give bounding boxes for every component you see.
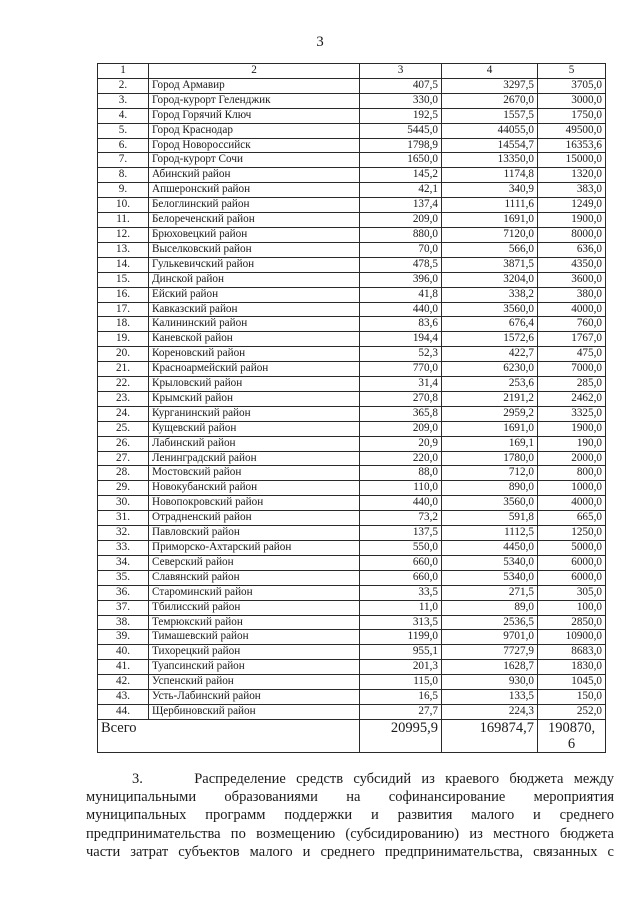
municipality-name-cell: Калининский район [149, 317, 360, 332]
row-number-cell: 15. [98, 272, 149, 287]
municipality-name-cell: Темрюкский район [149, 615, 360, 630]
section-3-paragraph [86, 770, 614, 861]
row-number-cell: 37. [98, 600, 149, 615]
col5-value-cell: 252,0 [538, 704, 606, 719]
table-row [98, 332, 606, 347]
col3-value-cell: 396,0 [360, 272, 442, 287]
table-row [98, 690, 606, 705]
paragraph-line: 3. Распределение средств субсидий из краевого бюджета между [132, 771, 614, 787]
col5-value-cell: 100,0 [538, 600, 606, 615]
row-number-cell: 10. [98, 198, 149, 213]
municipality-name-cell: Лабинский район [149, 436, 360, 451]
col5-value-cell: 49500,0 [538, 123, 606, 138]
table-row [98, 675, 606, 690]
table-row [98, 347, 606, 362]
table-row [98, 123, 606, 138]
col4-value-cell: 2191,2 [442, 391, 538, 406]
row-number-cell: 18. [98, 317, 149, 332]
col3-value-cell: 365,8 [360, 406, 442, 421]
table-row [98, 615, 606, 630]
col5-value-cell: 305,0 [538, 585, 606, 600]
row-number-cell: 41. [98, 660, 149, 675]
col4-value-cell: 3297,5 [442, 78, 538, 93]
table-row [98, 108, 606, 123]
municipality-name-cell: Курганинский район [149, 406, 360, 421]
municipality-name-cell: Белореченский район [149, 213, 360, 228]
col4-value-cell: 1780,0 [442, 451, 538, 466]
paragraph-line: муниципальными образованиями на софинансирование мероприятия [86, 789, 614, 806]
col4-value-cell: 2670,0 [442, 93, 538, 108]
row-number-cell: 14. [98, 257, 149, 272]
col3-value-cell: 550,0 [360, 541, 442, 556]
row-number-cell: 26. [98, 436, 149, 451]
col5-value-cell: 1249,0 [538, 198, 606, 213]
total-label: Всего [98, 719, 360, 752]
col3-value-cell: 16,5 [360, 690, 442, 705]
col4-value-cell: 890,0 [442, 481, 538, 496]
table-row [98, 481, 606, 496]
col5-value-cell: 800,0 [538, 466, 606, 481]
table-row [98, 168, 606, 183]
row-number-cell: 16. [98, 287, 149, 302]
row-number-cell: 38. [98, 615, 149, 630]
col5-value-cell: 760,0 [538, 317, 606, 332]
col5-value-cell: 285,0 [538, 377, 606, 392]
col3-value-cell: 194,4 [360, 332, 442, 347]
municipality-name-cell: Динской район [149, 272, 360, 287]
col3-value-cell: 52,3 [360, 347, 442, 362]
municipality-name-cell: Город Краснодар [149, 123, 360, 138]
row-number-cell: 43. [98, 690, 149, 705]
municipality-name-cell: Крымский район [149, 391, 360, 406]
municipality-name-cell: Ейский район [149, 287, 360, 302]
col4-value-cell: 1691,0 [442, 421, 538, 436]
page-number: 3 [316, 34, 324, 50]
municipality-name-cell: Тбилисский район [149, 600, 360, 615]
municipality-name-cell: Щербиновский район [149, 704, 360, 719]
col4-value-cell: 271,5 [442, 585, 538, 600]
col4-value-cell: 5340,0 [442, 570, 538, 585]
municipality-name-cell: Апшеронский район [149, 183, 360, 198]
col5-value-cell: 1750,0 [538, 108, 606, 123]
col3-value-cell: 41,8 [360, 287, 442, 302]
table-row [98, 704, 606, 719]
col3-value-cell: 478,5 [360, 257, 442, 272]
col5-value-cell: 2462,0 [538, 391, 606, 406]
table-row [98, 451, 606, 466]
table-row [98, 183, 606, 198]
col3-value-cell: 220,0 [360, 451, 442, 466]
col3-value-cell: 955,1 [360, 645, 442, 660]
table-row [98, 362, 606, 377]
col5-value-cell: 5000,0 [538, 541, 606, 556]
row-number-cell: 17. [98, 302, 149, 317]
row-number-cell: 22. [98, 377, 149, 392]
row-number-cell: 24. [98, 406, 149, 421]
col4-value-cell: 13350,0 [442, 153, 538, 168]
col4-value-cell: 133,5 [442, 690, 538, 705]
table-row [98, 660, 606, 675]
col3-value-cell: 880,0 [360, 227, 442, 242]
municipality-name-cell: Староминский район [149, 585, 360, 600]
total-row [98, 719, 606, 752]
row-number-cell: 9. [98, 183, 149, 198]
col5-value-cell: 8000,0 [538, 227, 606, 242]
col5-value-cell: 3705,0 [538, 78, 606, 93]
col4-value-cell: 7120,0 [442, 227, 538, 242]
col4-value-cell: 1628,7 [442, 660, 538, 675]
col3-value-cell: 1199,0 [360, 630, 442, 645]
row-number-cell: 11. [98, 213, 149, 228]
row-number-cell: 2. [98, 78, 149, 93]
col4-value-cell: 6230,0 [442, 362, 538, 377]
municipality-name-cell: Город-курорт Геленджик [149, 93, 360, 108]
total-col5-value [538, 719, 606, 752]
header-cell: 2 [149, 64, 360, 79]
row-number-cell: 3. [98, 93, 149, 108]
col5-value-cell: 16353,6 [538, 138, 606, 153]
municipality-name-cell: Красноармейский район [149, 362, 360, 377]
table-row [98, 570, 606, 585]
table-row [98, 198, 606, 213]
row-number-cell: 30. [98, 496, 149, 511]
total-col5-line1: 190870, [547, 719, 596, 736]
total-col3-value: 20995,9 [360, 719, 442, 752]
col4-value-cell: 340,9 [442, 183, 538, 198]
table-row [98, 630, 606, 645]
header-cell: 3 [360, 64, 442, 79]
col5-value-cell: 3600,0 [538, 272, 606, 287]
municipality-name-cell: Приморско-Ахтарский район [149, 541, 360, 556]
row-number-cell: 12. [98, 227, 149, 242]
col4-value-cell: 2959,2 [442, 406, 538, 421]
municipality-name-cell: Крыловский район [149, 377, 360, 392]
col5-value-cell: 380,0 [538, 287, 606, 302]
row-number-cell: 39. [98, 630, 149, 645]
table-row [98, 78, 606, 93]
paragraph-line: муниципальных программ поддержки и развития малого и среднего [86, 807, 614, 824]
col5-value-cell: 1045,0 [538, 675, 606, 690]
subsidy-distribution-table [97, 63, 606, 753]
col5-value-cell: 1900,0 [538, 421, 606, 436]
col5-value-cell: 190,0 [538, 436, 606, 451]
row-number-cell: 25. [98, 421, 149, 436]
municipality-name-cell: Ленинградский район [149, 451, 360, 466]
col5-value-cell: 3000,0 [538, 93, 606, 108]
municipality-name-cell: Город Армавир [149, 78, 360, 93]
col3-value-cell: 145,2 [360, 168, 442, 183]
col4-value-cell: 14554,7 [442, 138, 538, 153]
table-row [98, 541, 606, 556]
col5-value-cell: 4350,0 [538, 257, 606, 272]
col5-value-cell: 3325,0 [538, 406, 606, 421]
header-cell: 1 [98, 64, 149, 79]
municipality-name-cell: Тихорецкий район [149, 645, 360, 660]
table-row [98, 466, 606, 481]
col4-value-cell: 566,0 [442, 242, 538, 257]
row-number-cell: 13. [98, 242, 149, 257]
col3-value-cell: 137,4 [360, 198, 442, 213]
col3-value-cell: 42,1 [360, 183, 442, 198]
col4-value-cell: 1557,5 [442, 108, 538, 123]
table-row [98, 421, 606, 436]
col3-value-cell: 110,0 [360, 481, 442, 496]
municipality-name-cell: Мостовский район [149, 466, 360, 481]
row-number-cell: 32. [98, 526, 149, 541]
col3-value-cell: 440,0 [360, 302, 442, 317]
municipality-name-cell: Новокубанский район [149, 481, 360, 496]
municipality-name-cell: Новопокровский район [149, 496, 360, 511]
col3-value-cell: 313,5 [360, 615, 442, 630]
col4-value-cell: 169,1 [442, 436, 538, 451]
col5-value-cell: 4000,0 [538, 302, 606, 317]
col4-value-cell: 1174,8 [442, 168, 538, 183]
col3-value-cell: 770,0 [360, 362, 442, 377]
col4-value-cell: 7727,9 [442, 645, 538, 660]
col5-value-cell: 15000,0 [538, 153, 606, 168]
col4-value-cell: 44055,0 [442, 123, 538, 138]
table-row [98, 227, 606, 242]
municipality-name-cell: Брюховецкий район [149, 227, 360, 242]
col3-value-cell: 83,6 [360, 317, 442, 332]
col3-value-cell: 88,0 [360, 466, 442, 481]
row-number-cell: 40. [98, 645, 149, 660]
row-number-cell: 21. [98, 362, 149, 377]
col4-value-cell: 930,0 [442, 675, 538, 690]
col3-value-cell: 137,5 [360, 526, 442, 541]
row-number-cell: 8. [98, 168, 149, 183]
row-number-cell: 29. [98, 481, 149, 496]
col3-value-cell: 270,8 [360, 391, 442, 406]
col4-value-cell: 712,0 [442, 466, 538, 481]
col4-value-cell: 4450,0 [442, 541, 538, 556]
row-number-cell: 28. [98, 466, 149, 481]
table-row [98, 317, 606, 332]
col5-value-cell: 8683,0 [538, 645, 606, 660]
col5-value-cell: 6000,0 [538, 570, 606, 585]
municipality-name-cell: Город Новороссийск [149, 138, 360, 153]
col3-value-cell: 31,4 [360, 377, 442, 392]
col3-value-cell: 1798,9 [360, 138, 442, 153]
col5-value-cell: 6000,0 [538, 555, 606, 570]
col5-value-cell: 10900,0 [538, 630, 606, 645]
row-number-cell: 4. [98, 108, 149, 123]
table-row [98, 377, 606, 392]
header-cell: 4 [442, 64, 538, 79]
col4-value-cell: 224,3 [442, 704, 538, 719]
municipality-name-cell: Выселковский район [149, 242, 360, 257]
col3-value-cell: 33,5 [360, 585, 442, 600]
col4-value-cell: 3204,0 [442, 272, 538, 287]
table-row [98, 585, 606, 600]
row-number-cell: 23. [98, 391, 149, 406]
col3-value-cell: 440,0 [360, 496, 442, 511]
municipality-name-cell: Северский район [149, 555, 360, 570]
total-col5-line2: 6 [567, 735, 576, 752]
row-number-cell: 42. [98, 675, 149, 690]
col3-value-cell: 1650,0 [360, 153, 442, 168]
paragraph-line: предпринимательства по возмещению (субсидированию) из местного бюджета [86, 825, 614, 842]
col5-value-cell: 475,0 [538, 347, 606, 362]
table-row [98, 302, 606, 317]
col3-value-cell: 209,0 [360, 421, 442, 436]
col4-value-cell: 591,8 [442, 511, 538, 526]
row-number-cell: 33. [98, 541, 149, 556]
table-row [98, 600, 606, 615]
col4-value-cell: 3560,0 [442, 302, 538, 317]
total-col4-value: 169874,7 [442, 719, 538, 752]
col4-value-cell: 5340,0 [442, 555, 538, 570]
col4-value-cell: 676,4 [442, 317, 538, 332]
row-number-cell: 35. [98, 570, 149, 585]
col4-value-cell: 1112,5 [442, 526, 538, 541]
municipality-name-cell: Город Горячий Ключ [149, 108, 360, 123]
municipality-name-cell: Кущевский район [149, 421, 360, 436]
col4-value-cell: 253,6 [442, 377, 538, 392]
col5-value-cell: 383,0 [538, 183, 606, 198]
col3-value-cell: 209,0 [360, 213, 442, 228]
col5-value-cell: 636,0 [538, 242, 606, 257]
municipality-name-cell: Каневской район [149, 332, 360, 347]
col3-value-cell: 201,3 [360, 660, 442, 675]
col4-value-cell: 9701,0 [442, 630, 538, 645]
table-row [98, 555, 606, 570]
col5-value-cell: 1767,0 [538, 332, 606, 347]
table-row [98, 213, 606, 228]
col4-value-cell: 3871,5 [442, 257, 538, 272]
col5-value-cell: 7000,0 [538, 362, 606, 377]
col4-value-cell: 422,7 [442, 347, 538, 362]
municipality-name-cell: Туапсинский район [149, 660, 360, 675]
table-row [98, 93, 606, 108]
row-number-cell: 6. [98, 138, 149, 153]
municipality-name-cell: Усть-Лабинский район [149, 690, 360, 705]
col4-value-cell: 1111,6 [442, 198, 538, 213]
col3-value-cell: 660,0 [360, 570, 442, 585]
row-number-cell: 31. [98, 511, 149, 526]
col5-value-cell: 1320,0 [538, 168, 606, 183]
row-number-cell: 7. [98, 153, 149, 168]
municipality-name-cell: Павловский район [149, 526, 360, 541]
municipality-name-cell: Кавказский район [149, 302, 360, 317]
col4-value-cell: 3560,0 [442, 496, 538, 511]
col5-value-cell: 2000,0 [538, 451, 606, 466]
col5-value-cell: 665,0 [538, 511, 606, 526]
col3-value-cell: 11,0 [360, 600, 442, 615]
table-row [98, 272, 606, 287]
municipality-name-cell: Тимашевский район [149, 630, 360, 645]
col5-value-cell: 1000,0 [538, 481, 606, 496]
row-number-cell: 44. [98, 704, 149, 719]
col3-value-cell: 70,0 [360, 242, 442, 257]
table-row [98, 257, 606, 272]
row-number-cell: 5. [98, 123, 149, 138]
row-number-cell: 20. [98, 347, 149, 362]
col5-value-cell: 2850,0 [538, 615, 606, 630]
table-row [98, 511, 606, 526]
col3-value-cell: 5445,0 [360, 123, 442, 138]
table-row [98, 138, 606, 153]
row-number-cell: 27. [98, 451, 149, 466]
municipality-name-cell: Город-курорт Сочи [149, 153, 360, 168]
table-row [98, 242, 606, 257]
table-header-row [98, 64, 606, 79]
col3-value-cell: 330,0 [360, 93, 442, 108]
col4-value-cell: 2536,5 [442, 615, 538, 630]
municipality-name-cell: Кореновский район [149, 347, 360, 362]
table-row [98, 391, 606, 406]
table-row [98, 645, 606, 660]
col3-value-cell: 407,5 [360, 78, 442, 93]
col5-value-cell: 1900,0 [538, 213, 606, 228]
col3-value-cell: 192,5 [360, 108, 442, 123]
col3-value-cell: 115,0 [360, 675, 442, 690]
municipality-name-cell: Гулькевичский район [149, 257, 360, 272]
col5-value-cell: 150,0 [538, 690, 606, 705]
col5-value-cell: 4000,0 [538, 496, 606, 511]
municipality-name-cell: Славянский район [149, 570, 360, 585]
col3-value-cell: 73,2 [360, 511, 442, 526]
municipality-name-cell: Белоглинский район [149, 198, 360, 213]
municipality-name-cell: Отрадненский район [149, 511, 360, 526]
header-cell: 5 [538, 64, 606, 79]
col3-value-cell: 660,0 [360, 555, 442, 570]
table-row [98, 287, 606, 302]
table-row [98, 496, 606, 511]
col4-value-cell: 1572,6 [442, 332, 538, 347]
col3-value-cell: 20,9 [360, 436, 442, 451]
col3-value-cell: 27,7 [360, 704, 442, 719]
table-row [98, 153, 606, 168]
col5-value-cell: 1830,0 [538, 660, 606, 675]
col4-value-cell: 338,2 [442, 287, 538, 302]
municipality-name-cell: Абинский район [149, 168, 360, 183]
municipality-name-cell: Успенский район [149, 675, 360, 690]
col4-value-cell: 89,0 [442, 600, 538, 615]
col4-value-cell: 1691,0 [442, 213, 538, 228]
row-number-cell: 34. [98, 555, 149, 570]
row-number-cell: 36. [98, 585, 149, 600]
paragraph-line: части затрат субъектов малого и среднего предпринимательства, связанных с [86, 843, 614, 860]
table-row [98, 406, 606, 421]
table-row [98, 526, 606, 541]
row-number-cell: 19. [98, 332, 149, 347]
table-row [98, 436, 606, 451]
col5-value-cell: 1250,0 [538, 526, 606, 541]
